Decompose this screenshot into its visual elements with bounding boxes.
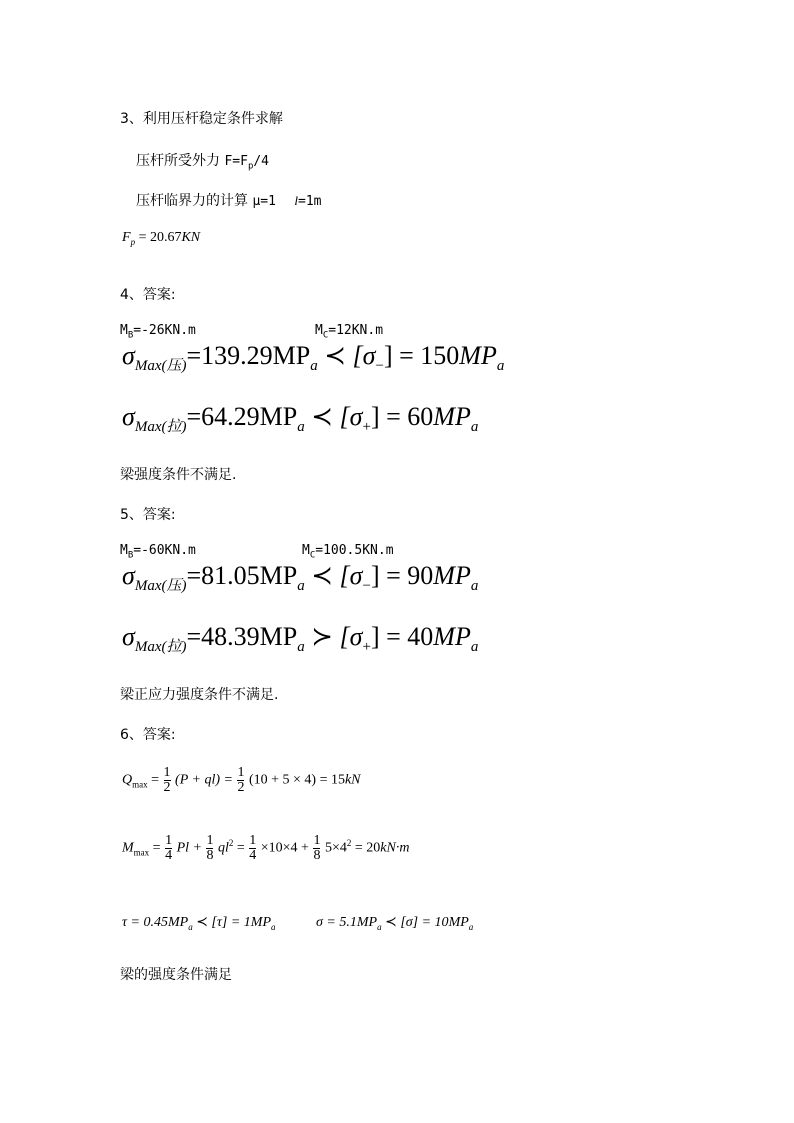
s5-tension-stress-eq: $\sigma_{Max(拉)}=48.39MP_a$ ≻ $[\sigma_+] = 40MP_a$ [122, 622, 479, 656]
section-3-heading: 3、利用压杆稳定条件求解 [120, 111, 283, 127]
s4-conclusion: 梁强度条件不满足. [120, 467, 237, 483]
s3-line1-prefix: 压杆所受外力 [136, 153, 220, 169]
section-6-heading: 6、答案: [120, 727, 176, 743]
s3-line1-formula: $F=F_p/4$ [224, 154, 270, 172]
s5-conclusion: 梁正应力强度条件不满足. [120, 687, 279, 703]
s4-moment-c: $M_C=12KN.m$ [315, 323, 384, 341]
frac-1-2: $\frac{1}{2}$ [163, 765, 171, 795]
frac-1-4: $\frac{1}{4}$ [165, 833, 173, 863]
frac-1-2-b: $\frac{1}{2}$ [237, 765, 245, 795]
s6-conclusion: 梁的强度条件满足 [120, 967, 232, 983]
frac-1-8: $\frac{1}{8}$ [206, 833, 214, 863]
s6-moment-eq: $M_{max}$ = $\frac{1}{4}$ Pl + $\frac{1}{8}$ $ql^2$ = $\frac{1}{4}$ ×10×4 + $\frac{1}{8}$ $5\times 4^2 = 20kN\cdot m$ [122, 833, 410, 863]
s6-normal-stress-eq: $\sigma = 5.1MP_a$ ≺ $[\sigma] = 10MP_a$ [316, 915, 474, 932]
s5-moment-c: $M_C=100.5KN.m$ [302, 543, 394, 561]
s3-mu: μ=1 [252, 194, 276, 209]
s3-length: l=1m [294, 193, 322, 209]
frac-1-4-b: $\frac{1}{4}$ [249, 833, 257, 863]
section-4-heading: 4、答案: [120, 287, 176, 303]
s5-moment-b: $M_B=-60KN.m$ [120, 543, 196, 561]
s5-compression-stress-eq: $\sigma_{Max(压)}=81.05MP_a$ ≺ $[\sigma_-] = 90MP_a$ [122, 561, 479, 595]
s4-compression-stress-eq: $\sigma_{Max(压)}=139.29MP_a$ ≺ $[\sigma_-] = 150MP_a$ [122, 341, 505, 375]
s3-line2-prefix: 压杆临界力的计算 [136, 193, 248, 209]
s6-shear-force-eq: $Q_{max}$ = $\frac{1}{2}$ (P + ql) = $\frac{1}{2}$ (10 + 5 × 4) = 15kN [122, 765, 361, 795]
frac-1-8-b: $\frac{1}{8}$ [313, 833, 321, 863]
s3-critical-force-line [136, 190, 322, 210]
s4-moment-b: $M_B=-26KN.m$ [120, 323, 196, 341]
s6-shear-stress-eq: $\tau = 0.45MP_a$ ≺ $[\tau] = 1MP_a$ [122, 915, 276, 932]
s4-tension-stress-eq: $\sigma_{Max(拉)}=64.29MP_a$ ≺ $[\sigma_+] = 60MP_a$ [122, 402, 479, 436]
section-5-heading: 5、答案: [120, 507, 176, 523]
s3-external-force-line [136, 150, 269, 172]
s3-fp-result: $F_p = 20.67KN$ [122, 230, 201, 247]
